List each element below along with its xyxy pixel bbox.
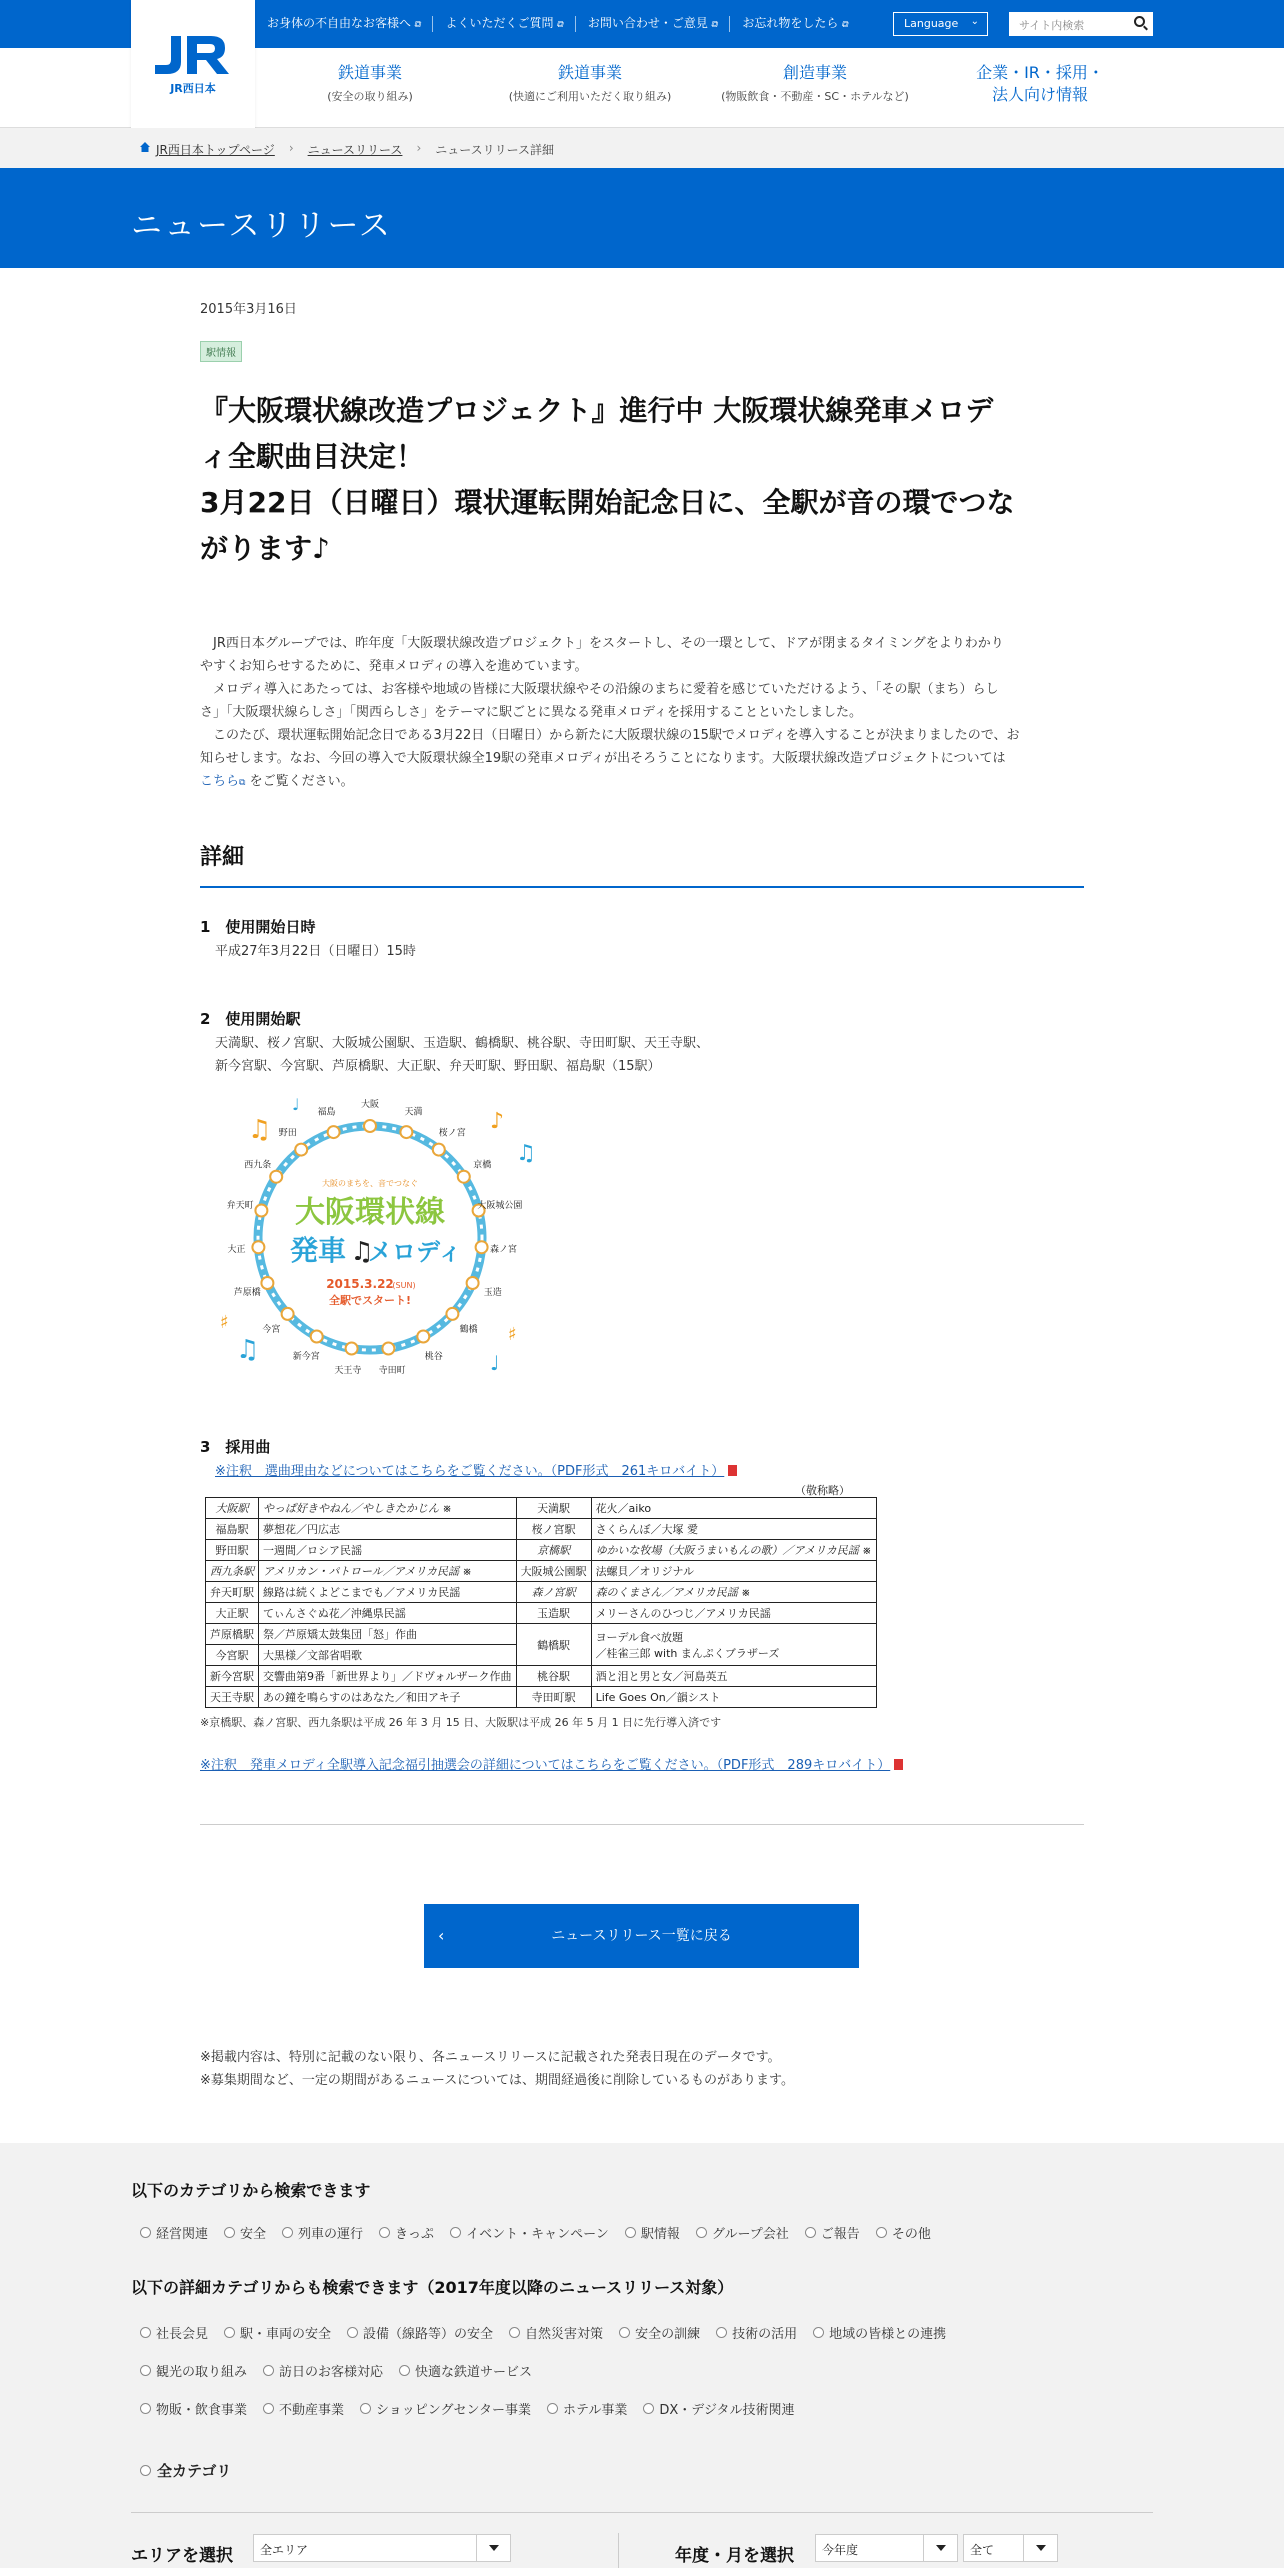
headline-line: 3月22日（日曜日）環状運転開始記念日に、全駅が音の環でつな	[200, 486, 1015, 519]
song-text: ゆかいな牧場（大阪うまいもんの歌）／アメリカ民謡 ※	[595, 1544, 872, 1557]
station-label: 鶴橋	[459, 1324, 478, 1335]
station-marker	[364, 1120, 376, 1132]
melody-title-line3: メロディ	[367, 1238, 463, 1266]
radio-label: 設備（線路等）の安全	[363, 2327, 494, 2342]
radio-label: イベント・キャンペーン	[466, 2227, 609, 2242]
station-marker	[255, 1205, 267, 1217]
radio-circle	[379, 2227, 390, 2238]
song-cell: やっぱ好きやねん／やしきたかじん ※	[259, 1498, 517, 1519]
article-body	[200, 632, 1084, 795]
category-radio[interactable]	[547, 2399, 627, 2418]
station-marker	[261, 1277, 273, 1289]
station-cell: 大正駅	[206, 1603, 259, 1624]
category-radio-group	[140, 2223, 947, 2242]
pdf-icon	[728, 1465, 737, 1476]
radio-label: DX・デジタル技術関連	[659, 2403, 795, 2418]
song-cell: 交響曲第9番「新世界より」／ドヴォルザーク作曲	[259, 1666, 517, 1687]
station-cell: 天王寺駅	[206, 1687, 259, 1708]
song-text: ／桂雀三郎 with まんぷくブラザーズ	[595, 1646, 780, 1660]
category-radio[interactable]	[140, 2361, 247, 2380]
sharp-icon: ♯	[508, 1324, 517, 1345]
song-text: 花火／aiko	[595, 1502, 652, 1515]
radio-label: ホテル事業	[563, 2403, 628, 2418]
chevron-down-icon	[1023, 2535, 1057, 2561]
category-radio[interactable]	[813, 2323, 946, 2342]
radio-circle	[547, 2403, 558, 2414]
headline-line: ィ全駅曲目決定！	[200, 440, 425, 473]
page-title: ニュースリリース	[131, 208, 392, 244]
station-marker	[417, 1331, 429, 1343]
area-select-label: エリアを選択	[131, 2546, 233, 2566]
jr-west-logo[interactable]	[131, 0, 255, 128]
breadcrumb-current: ニュースリリース詳細	[435, 143, 555, 157]
station-label: 大正	[227, 1245, 246, 1256]
music-note-icon: ♩	[490, 1351, 500, 1375]
station-marker	[467, 1277, 479, 1289]
station-marker	[458, 1171, 470, 1183]
station-label: 天王寺	[334, 1366, 362, 1377]
radio-label: 駅情報	[640, 2227, 680, 2242]
external-link-icon: ⧉	[414, 20, 421, 30]
music-note-icon: ♫	[236, 1335, 260, 1365]
music-note-icon: ♩	[292, 1095, 300, 1114]
song-text: Life Goes On／韻シスト	[595, 1691, 721, 1704]
category-radio[interactable]	[643, 2399, 794, 2418]
melody-ribbon-text: 大阪のまちを、音でつなぐ	[322, 1179, 418, 1188]
song-cell: 線路は続くよどこまでも／アメリカ民謡	[259, 1582, 517, 1603]
song-cell	[591, 1540, 876, 1561]
song-cell	[591, 1666, 876, 1687]
category-radio[interactable]	[347, 2323, 493, 2342]
note-line: ※募集期間など、一定の期間があるニュースについては、期間経過後に削除しているものがあります。	[200, 2073, 794, 2088]
body-line: さ」「大阪環状線らしさ」「関西らしさ」をテーマに駅ごとに異なる発車メロディを採用することといたしました。	[200, 705, 862, 720]
radio-circle	[360, 2403, 371, 2414]
item-heading-start-date: 1 使用開始日時	[200, 918, 316, 936]
pdf-link-text: ※注釈 発車メロディ全駅導入記念福引抽選会の詳細についてはこちらをご覧ください。（PDF形式 289キロバイト）	[200, 1758, 891, 1773]
nav-subtitle: (安全の取り組み)	[327, 90, 413, 103]
radio-circle	[805, 2227, 816, 2238]
panel-vertical-divider	[618, 2533, 619, 2568]
category-radio[interactable]	[625, 2223, 680, 2242]
detail-category-heading: 以下の詳細カテゴリからも検索できます（2017年度以降のニュースリリース対象）	[131, 2278, 734, 2297]
external-link-icon: ⧉	[841, 20, 848, 30]
nav-railway-comfort[interactable]	[490, 62, 690, 104]
honorific-note: （敬称略）	[795, 1484, 850, 1497]
language-label: Language	[904, 17, 959, 30]
radio-label: 快適な鉄道サービス	[415, 2365, 533, 2380]
year-select[interactable]	[815, 2534, 958, 2562]
radio-label: 社長会見	[156, 2327, 209, 2342]
station-label: 桜ノ宮	[438, 1128, 466, 1139]
song-cell	[591, 1561, 876, 1582]
radio-circle	[643, 2403, 654, 2414]
song-cell: 祭／芦原矯太鼓集団「怒」作曲	[259, 1624, 517, 1645]
category-radio[interactable]	[282, 2223, 363, 2242]
radio-circle	[813, 2327, 824, 2338]
radio-circle	[224, 2227, 235, 2238]
external-link-icon: ⧉	[710, 20, 718, 30]
station-cell: 大阪駅	[206, 1498, 259, 1519]
song-cell	[591, 1603, 876, 1624]
song-table	[205, 1497, 877, 1708]
nav-railway-safety[interactable]	[290, 62, 450, 104]
detail-radio-group	[140, 2399, 811, 2418]
song-text: 森のくまさん／アメリカ民謡 ※	[595, 1586, 751, 1599]
category-search-panel	[0, 2143, 1284, 2568]
station-marker	[433, 1144, 445, 1156]
nav-creation-business[interactable]	[705, 62, 925, 104]
radio-label: 訪日のお客様対応	[279, 2365, 384, 2380]
detail-radio-group	[140, 2361, 548, 2380]
table-row	[206, 1687, 877, 1708]
sharp-icon: ♯	[220, 1312, 229, 1333]
selection-reason-pdf-link[interactable]	[215, 1460, 737, 1479]
body-line: 知らせします。なお、今回の導入で大阪環状線全19駅の発車メロディが出そろうことになります。大阪環状線改造プロジェクトについては	[200, 751, 1006, 766]
radio-circle	[224, 2327, 235, 2338]
disclaimer-notes	[200, 2046, 794, 2092]
song-text: 法螺貝／オリジナル	[595, 1565, 695, 1578]
song-cell	[591, 1582, 876, 1603]
station-cell: 寺田町駅	[516, 1687, 591, 1708]
utility-link-accessibility[interactable]: お身体の不自由なお客様へ ⧉	[267, 16, 433, 32]
back-button-label: ニュースリリース一覧に戻る	[551, 1928, 732, 1944]
chevron-down-icon: ⌄	[970, 16, 979, 27]
song-cell: 大黒様／文部省唱歌	[259, 1645, 517, 1666]
panel-divider	[131, 2512, 1153, 2513]
body-tail: をご覧ください。	[249, 774, 354, 789]
station-marker	[476, 1241, 488, 1253]
category-radio[interactable]	[450, 2223, 609, 2242]
station-cell: 弁天町駅	[206, 1582, 259, 1603]
song-cell	[591, 1687, 876, 1708]
station-cell: 鶴橋駅	[516, 1624, 591, 1666]
station-marker	[382, 1343, 394, 1355]
category-radio[interactable]	[509, 2323, 603, 2342]
radio-label: きっぷ	[395, 2227, 435, 2242]
melody-date: 2015.3.22	[326, 1277, 394, 1291]
body-line: このたび、環状運転開始記念日である3月22日（日曜日）から新たに大阪環状線の15駅でメロディを導入することが決まりましたので、お	[200, 728, 1020, 743]
station-marker	[282, 1308, 294, 1320]
radio-circle	[282, 2227, 293, 2238]
external-link-icon: ⧉	[239, 778, 246, 788]
note-line: ※掲載内容は、特別に記載のない限り、各ニュースリリースに記載された発表日現在のデータです。	[200, 2050, 781, 2065]
all-categories-label: 全カテゴリ	[157, 2462, 232, 2480]
detail-radio-group	[140, 2323, 962, 2342]
radio-circle	[509, 2327, 520, 2338]
chevron-right-icon: ›	[416, 141, 422, 155]
station-label: 芦原橋	[233, 1287, 261, 1298]
station-marker	[295, 1144, 307, 1156]
body-line: やすくお知らせするために、発車メロディの導入を進めています。	[200, 659, 588, 674]
station-marker	[328, 1126, 340, 1138]
utility-link-lost-items[interactable]: お忘れ物をしたら ⧉	[742, 16, 848, 30]
nav-corporate-info[interactable]	[960, 62, 1120, 106]
item-heading-songs: 3 採用曲	[200, 1438, 271, 1456]
station-cell: 玉造駅	[516, 1603, 591, 1624]
chevron-down-icon	[923, 2535, 957, 2561]
song-cell	[591, 1519, 876, 1540]
search-icon[interactable]	[1134, 16, 1145, 27]
item-body: 新今宮駅、今宮駅、芦原橋駅、大正駅、弁天町駅、野田駅、福島駅（15駅）	[215, 1059, 661, 1074]
radio-circle	[716, 2327, 727, 2338]
table-row	[206, 1540, 877, 1561]
radio-circle	[263, 2403, 274, 2414]
station-label: 寺田町	[378, 1366, 406, 1377]
breadcrumb-home-link[interactable]: JR西日本トップページ	[156, 143, 275, 157]
external-link-icon: ⧉	[556, 20, 563, 30]
station-label: 天満	[404, 1107, 423, 1118]
language-select[interactable]	[893, 12, 988, 36]
table-row	[206, 1666, 877, 1687]
station-label: 大阪	[360, 1100, 380, 1110]
station-cell: 京橋駅	[516, 1540, 591, 1561]
nav-title: 創造事業	[782, 63, 847, 82]
song-cell: 夢想花／円広志	[259, 1519, 517, 1540]
section-divider	[200, 886, 1084, 888]
search-placeholder: サイト内検索	[1019, 19, 1085, 32]
category-radio[interactable]	[140, 2399, 247, 2418]
song-text: さくらんぼ／大塚 愛	[595, 1523, 699, 1536]
nav-title-line2: 法人向け情報	[991, 85, 1088, 104]
radio-circle	[140, 2403, 151, 2414]
music-note-icon: ♫	[516, 1141, 536, 1166]
headline-line: 『大阪環状線改造プロジェクト』進行中 大阪環状線発車メロデ	[200, 394, 994, 427]
song-cell: アメリカン・パトロール／アメリカ民謡 ※	[259, 1561, 517, 1582]
category-radio[interactable]	[224, 2223, 266, 2242]
station-cell: 大阪城公園駅	[516, 1561, 591, 1582]
radio-label: 不動産事業	[279, 2403, 345, 2418]
category-radio[interactable]	[140, 2223, 208, 2242]
table-row	[206, 1561, 877, 1582]
utility-links	[267, 16, 860, 32]
table-row	[206, 1582, 877, 1603]
site-search-input[interactable]	[1009, 12, 1153, 36]
radio-label: 観光の取り組み	[156, 2365, 248, 2380]
chevron-left-icon: ‹	[438, 1926, 445, 1945]
category-search-heading: 以下のカテゴリから検索できます	[131, 2181, 371, 2200]
nav-title: 鉄道事業	[557, 63, 622, 82]
radio-label: グループ会社	[711, 2227, 789, 2242]
radio-label: 物販・飲食事業	[156, 2403, 248, 2418]
table-row	[206, 1624, 877, 1645]
month-select[interactable]	[963, 2534, 1058, 2562]
utility-link-contact[interactable]: お問い合わせ・ご意見 ⧉	[576, 16, 730, 32]
station-label: 今宮	[262, 1324, 281, 1335]
category-badge: 駅情報	[200, 341, 242, 362]
all-categories-radio[interactable]	[140, 2460, 231, 2481]
radio-circle	[140, 2227, 151, 2238]
body-line: JR西日本グループでは、昨年度「大阪環状線改造プロジェクト」をスタートし、その一環として、ドアが閉まるタイミングをよりわかり	[200, 636, 1004, 651]
melody-day: (SUN)	[392, 1281, 416, 1290]
radio-label: 安全の訓練	[635, 2327, 701, 2342]
radio-circle	[347, 2327, 358, 2338]
station-cell: 桃谷駅	[516, 1666, 591, 1687]
category-radio[interactable]	[224, 2323, 331, 2342]
radio-label: ご報告	[820, 2227, 860, 2242]
category-radio[interactable]	[263, 2399, 344, 2418]
category-radio[interactable]	[360, 2399, 531, 2418]
pdf-icon	[894, 1759, 903, 1770]
music-note-icon: ♫	[350, 1237, 374, 1267]
radio-label: その他	[891, 2227, 931, 2242]
item-heading-stations: 2 使用開始駅	[200, 1010, 301, 1028]
category-radio[interactable]	[379, 2223, 434, 2242]
category-radio[interactable]	[716, 2323, 797, 2342]
article-date: 2015年3月16日	[200, 302, 297, 317]
pdf-link-text: ※注釈 選曲理由などについてはこちらをご覧ください。（PDF形式 261キロバイト）	[215, 1464, 725, 1479]
radio-label: 技術の活用	[732, 2327, 798, 2342]
radio-circle	[619, 2327, 630, 2338]
station-cell: 新今宮駅	[206, 1666, 259, 1687]
table-row	[206, 1603, 877, 1624]
station-cell: 福島駅	[206, 1519, 259, 1540]
radio-circle	[696, 2227, 707, 2238]
radio-label: 駅・車両の安全	[240, 2327, 332, 2342]
radio-circle	[263, 2365, 274, 2376]
article-headline	[200, 388, 1084, 572]
radio-label: 列車の運行	[298, 2227, 364, 2242]
melody-title-line2: 発車	[289, 1234, 347, 1267]
radio-circle	[876, 2227, 887, 2238]
area-select-value: 全エリア	[260, 2543, 309, 2557]
station-marker	[400, 1126, 412, 1138]
radio-label: 自然災害対策	[525, 2327, 604, 2342]
radio-circle	[140, 2465, 151, 2476]
station-label: 京橋	[473, 1160, 492, 1171]
station-label: 森ノ宮	[489, 1245, 518, 1256]
chevron-right-icon: ›	[288, 141, 294, 155]
category-radio[interactable]	[876, 2223, 931, 2242]
year-select-value: 今年度	[822, 2543, 859, 2557]
song-text: 酒と泪と男と女／河島英五	[595, 1670, 728, 1683]
station-cell: 芦原橋駅	[206, 1624, 259, 1645]
station-label: 新今宮	[292, 1351, 320, 1362]
station-cell: 森ノ宮駅	[516, 1582, 591, 1603]
category-radio[interactable]	[696, 2223, 789, 2242]
radio-circle	[625, 2227, 636, 2238]
song-text: メリーさんのひつじ／アメリカ民謡	[595, 1607, 771, 1620]
category-radio[interactable]	[805, 2223, 860, 2242]
category-radio[interactable]	[619, 2323, 700, 2342]
category-radio[interactable]	[263, 2361, 383, 2380]
song-cell: 一週間／ロシア民謡	[259, 1540, 517, 1561]
station-cell: 今宮駅	[206, 1645, 259, 1666]
radio-label: 地域の皆様との連携	[829, 2327, 947, 2342]
radio-circle	[140, 2327, 151, 2338]
station-label: 福島	[317, 1107, 336, 1118]
song-cell: あの鐘を鳴らすのはあなた／和田アキ子	[259, 1687, 517, 1708]
page-hero	[0, 168, 1284, 268]
chevron-down-icon	[476, 2535, 510, 2561]
station-marker	[252, 1241, 264, 1253]
music-note-icon: ♫	[248, 1115, 272, 1145]
song-cell	[591, 1624, 876, 1666]
song-text: ヨーデル食べ放題	[595, 1630, 684, 1644]
project-link[interactable]: こちら	[200, 774, 240, 789]
radio-circle	[450, 2227, 461, 2238]
station-label: 弁天町	[226, 1201, 254, 1212]
loop-line-melody-illustration	[200, 1088, 540, 1388]
station-label: 西九条	[244, 1160, 272, 1171]
nav-subtitle: (物販飲食・不動産・SC・ホテルなど)	[721, 90, 909, 103]
breadcrumb-news-link[interactable]: ニュースリリース	[307, 143, 403, 157]
station-marker	[270, 1171, 282, 1183]
month-select-value: 全て	[970, 2543, 995, 2557]
radio-circle	[140, 2365, 151, 2376]
area-select[interactable]	[253, 2534, 511, 2562]
home-icon	[140, 142, 150, 152]
station-label: 玉造	[483, 1287, 502, 1298]
melody-start-text: 全駅でスタート!	[328, 1294, 412, 1307]
nav-title: 鉄道事業	[337, 63, 402, 82]
music-note-icon: ♪	[490, 1109, 505, 1134]
body-line: メロディ導入にあたっては、お客様や地域の皆様に大阪環状線やその沿線のまちに愛着を感じていただけるよう、「その駅（まち）らし	[200, 682, 999, 697]
table-row	[206, 1519, 877, 1540]
station-cell: 野田駅	[206, 1540, 259, 1561]
radio-label: 安全	[240, 2227, 267, 2242]
melody-title-line1: 大阪環状線	[295, 1195, 445, 1230]
back-to-news-list-button[interactable]	[424, 1904, 859, 1968]
station-label: 桃谷	[424, 1351, 443, 1362]
category-radio[interactable]	[399, 2361, 532, 2380]
nav-title: 企業・IR・採用・	[976, 63, 1104, 82]
station-cell: 桜ノ宮駅	[516, 1519, 591, 1540]
station-marker	[346, 1343, 358, 1355]
radio-circle	[399, 2365, 410, 2376]
section-title: 詳細	[200, 845, 245, 870]
radio-label: ショッピングセンター事業	[376, 2403, 531, 2418]
content-divider	[200, 1824, 1084, 1825]
category-radio[interactable]	[140, 2323, 208, 2342]
breadcrumb	[0, 128, 1284, 168]
station-label: 野田	[278, 1128, 297, 1139]
nav-subtitle: (快適にご利用いただく取り組み)	[508, 90, 672, 103]
station-marker	[446, 1308, 458, 1320]
station-marker	[311, 1331, 323, 1343]
radio-label: 経営関連	[156, 2227, 209, 2242]
station-cell: 西九条駅	[206, 1561, 259, 1582]
utility-link-faq[interactable]: よくいただくご質問 ⧉	[433, 16, 575, 32]
item-body: 天満駅、桜ノ宮駅、大阪城公園駅、玉造駅、鶴橋駅、桃谷駅、寺田町駅、天王寺駅、	[215, 1036, 710, 1051]
item-body: 平成27年3月22日（日曜日）15時	[215, 944, 416, 959]
station-cell: 天満駅	[516, 1498, 591, 1519]
logo-text: JR西日本	[170, 82, 216, 95]
lottery-pdf-link[interactable]	[200, 1754, 903, 1773]
table-row	[206, 1498, 877, 1519]
song-cell	[591, 1498, 876, 1519]
song-cell: てぃんさぐぬ花／沖縄県民謡	[259, 1603, 517, 1624]
year-select-label: 年度・月を選択	[675, 2546, 794, 2566]
headline-line: がります♪	[200, 532, 330, 565]
station-label: 大阪城公園	[477, 1201, 523, 1212]
table-footnote: ※京橋駅、森ノ宮駅、西九条駅は平成 26 年 3 月 15 日、大阪駅は平成 26 年 5 月 1 日に先行導入済です	[200, 1716, 722, 1729]
